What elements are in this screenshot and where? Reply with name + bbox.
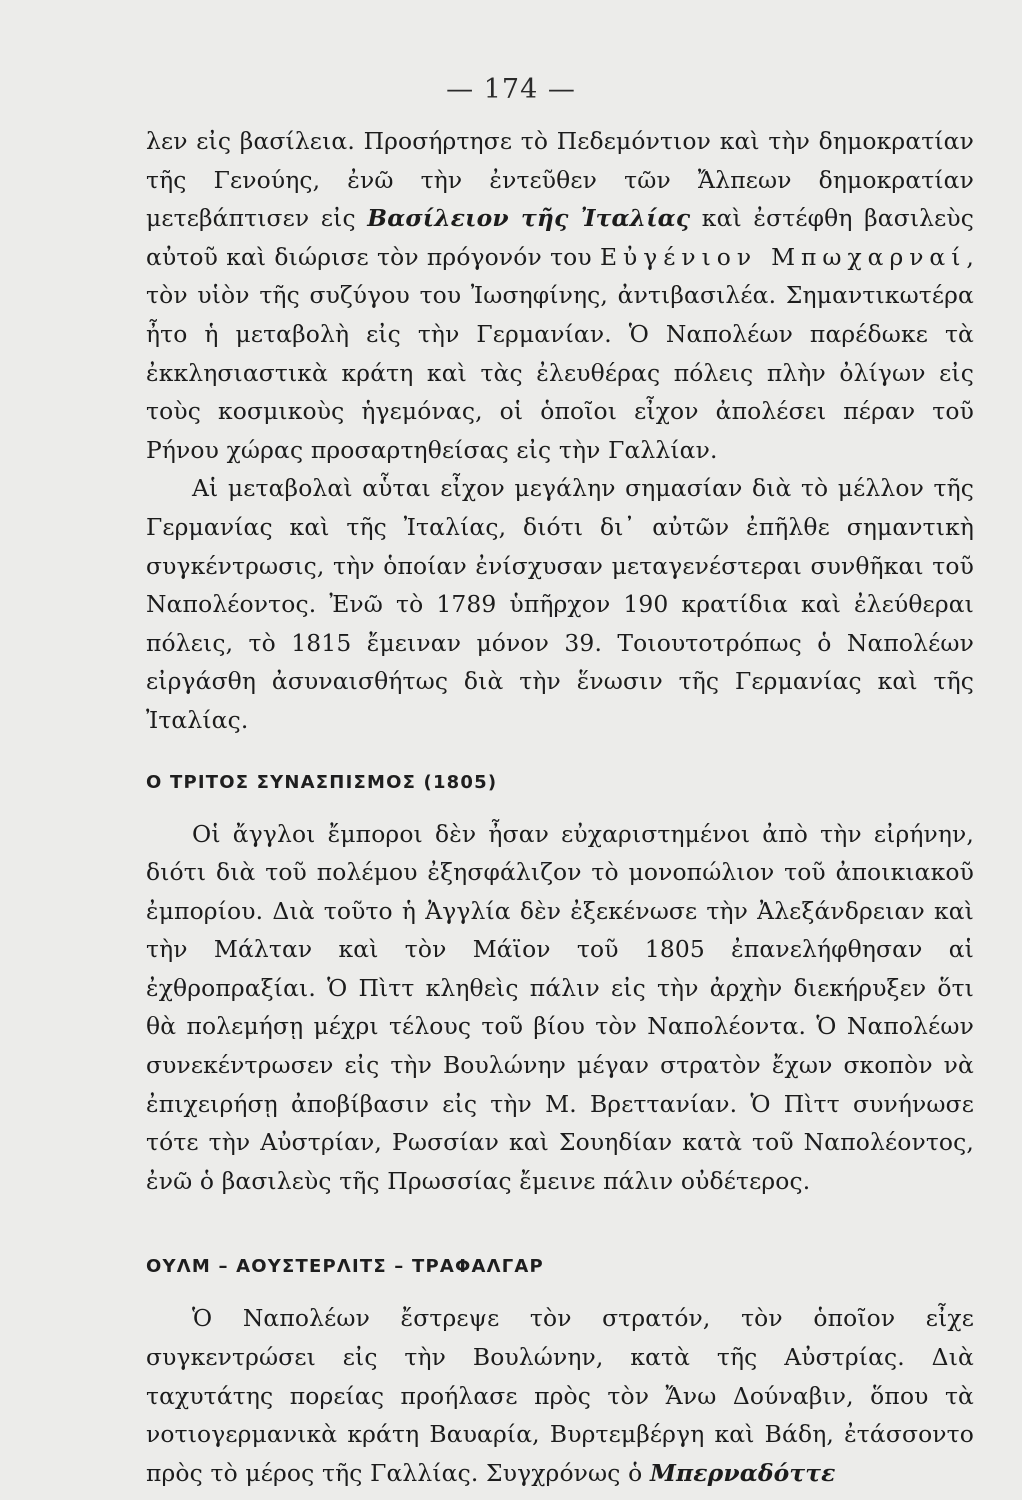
paragraph-text: Ὁ Ναπολέων ἔστρεψε τὸν στρατόν, τὸν ὁποῖον εἶχε συγκεντρώσει εἰς τὴν Βουλώνην, κατὰ τῆς Αὐστρίας. Διὰ ταχυτάτης πορείας προήλασε πρὸς τὸν Ἄνω Δούναβιν, ὅπου τὰ νοτιογερμανικὰ κράτη Βαυαρία, Βυρτεμβέργη καὶ Βάδη, ἐτάσσοντο πρὸς τὸ μέρος τῆς Γαλλίας. Συγχρόνως ὁ (146, 1304, 974, 1487)
paragraph-text: καὶ ἐστέφθη βασιλεὺς αὐτοῦ καὶ διώρισε τὸν πρόγονόν του (146, 204, 975, 271)
page-number: — 174 — (446, 74, 576, 105)
paragraph-text: λεν εἰς βασίλεια. Προσήρτησε τὸ Πεδεμόντιον καὶ τὴν δημοκρατίαν τῆς Γενούης, ἐνῶ τὴν ἐντεῦθεν τῶν Ἄλπεων δημοκρατίαν μετεβάπτισεν εἰς (146, 127, 974, 233)
emphasis-kingdom-of-italy: Βασίλειον τῆς Ἰταλίας (367, 204, 691, 233)
emphasis-bernadotte: Μπερναδόττε (649, 1458, 836, 1487)
paragraph-text: , τὸν υἱὸν τῆς συζύγου του Ἰωσηφίνης, ἀντιβασιλέα. Σημαντικωτέρα ἦτο ἡ μεταβολὴ εἰς τὴν Γερμανίαν. Ὁ Ναπολέων παρέδωκε τὰ ἐκκλησιαστικὰ κράτη καὶ τὰς ἐλευθέρας πόλεις πλὴν ὀλίγων εἰς τοὺς κοσμικοὺς ἡγεμόνας, οἱ ὁποῖοι εἶχον ἀπολέσει πέραν τοῦ Ρήνου χώρας προσαρτηθείσας εἰς τὴν Γαλλίαν. (146, 242, 974, 464)
paragraph-third-coalition: Οἱ ἄγγλοι ἔμποροι δὲν ἦσαν εὐχαριστημένοι ἀπὸ τὴν εἰρήνην, διότι διὰ τοῦ πολέμου ἐξησφάλιζον τὸ μονοπώλιον τοῦ ἀποικιακοῦ ἐμπορίου. Διὰ τοῦτο ἡ Ἀγγλία δὲν ἐξεκένωσε τὴν Ἀλεξάνδρειαν καὶ τὴν Μάλταν καὶ τὸν Μάϊον τοῦ 1805 ἐπανελήφθησαν αἱ ἐχθροπραξίαι. Ὁ Πὶττ κληθεὶς πάλιν εἰς τὴν ἀρχὴν διεκήρυξεν ὅτι θὰ πολεμήσῃ μέχρι τέλους τοῦ βίου τὸν Ναπολέοντα. Ὁ Ναπολέων συνεκέντρωσεν εἰς τὴν Βουλώνην μέγαν στρατὸν ἔχων σκοπὸν νὰ ἐπιχειρήσῃ ἀποβίβασιν εἰς τὴν Μ. Βρεττανίαν. Ὁ Πὶττ συνήνωσε τότε τὴν Αὐστρίαν, Ρωσσίαν καὶ Σουηδίαν κατὰ τοῦ Ναπολέοντος, ἐνῶ ὁ βασιλεὺς τῆς Πρωσσίας ἔμεινε πάλιν οὐδέτερος. (146, 819, 974, 1195)
paragraph-significance: Αἱ μεταβολαὶ αὗται εἶχον μεγάλην σημασίαν διὰ τὸ μέλλον τῆς Γερμανίας καὶ τῆς Ἰταλίας, διότι δι᾽ αὐτῶν ἐπῆλθε σημαντικὴ συγκέντρωσις, τὴν ὁποίαν ἐνίσχυσαν μεταγενέστεραι συνθῆκαι τοῦ Ναπολέοντος. Ἐνῶ τὸ 1789 ὑπῆρχον 190 κρατίδια καὶ ἐλεύθεραι πόλεις, τὸ 1815 ἔμειναν μόνον 39. Τοιουτοτρόπως ὁ Ναπολέων εἰργάσθη ἀσυναισθήτως διὰ τὴν ἕνωσιν τῆς Γερμανίας καὶ τῆς Ἰταλίας. (146, 474, 974, 734)
section-heading-ulm-austerlitz-trafalgar: ΟΥΛΜ – ΑΟΥΣΤΕΡΛΙΤΣ – ΤΡΑΦΑΛΓΑΡ (146, 1256, 544, 1278)
paragraph-ulm (146, 1299, 974, 1492)
section-heading-third-coalition: Ο ΤΡΙΤΟΣ ΣΥΝΑΣΠΙΣΜΟΣ (1805) (146, 771, 498, 793)
paragraph-kingdoms (146, 122, 974, 469)
page-body (146, 122, 974, 1492)
spaced-name-eugene: Εὐγένιον Μπωχαρναί (599, 242, 967, 271)
